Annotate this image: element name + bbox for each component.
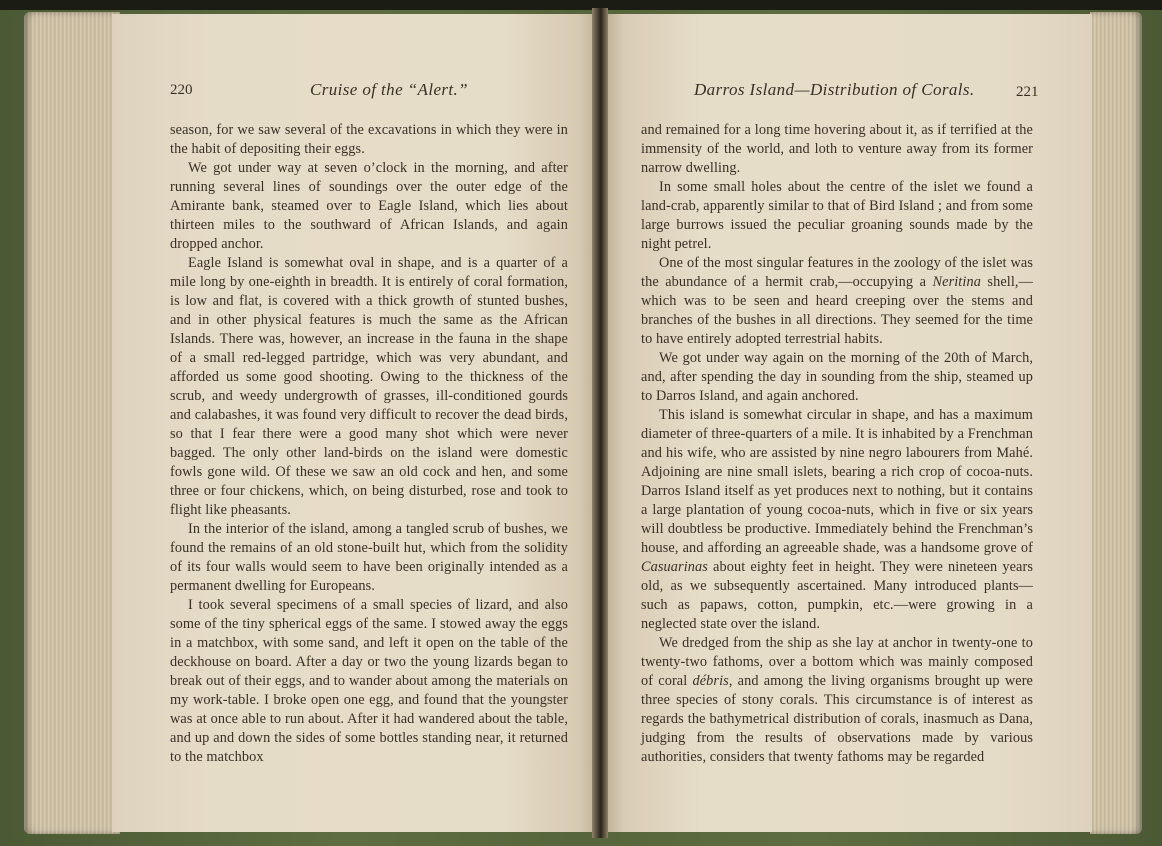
italic-term: débris — [692, 673, 729, 689]
left-page-number: 220 — [170, 82, 193, 98]
book-gutter — [592, 8, 608, 838]
text-run: This island is somewhat circular in shape, and has a maximum diameter of three-quarters of a mile. It is inhabited by a Frenchman and his wife, who are assisted by nine negro labourers from Mahé. Adjoining are nine small islets, bearing a rich crop of cocoa-nuts. Darros Island itself as yet produces next to nothing, but it contains a large plantation of young cocoa-nuts, which in five or six years will doubtless be productive. Immediately behind the Frenchman’s house, and affording an agreeable shade, was a handsome grove of — [641, 407, 1033, 556]
italic-term: Casuarinas — [641, 559, 708, 575]
page-edges-right — [1090, 12, 1142, 834]
paragraph: We got under way at seven o’clock in the morning, and after running several lines of soundings over the outer edge of the Amirante bank, steamed over to Eagle Island, which lies about thirteen miles to the southward of African Islands, and again dropped anchor. — [170, 160, 568, 252]
text-run: shell,—which was to be seen and heard creeping over the stems and branches of the bushes in all directions. They seemed for the time to have entirely adopted terrestrial habits. — [641, 274, 1033, 347]
text-run: , and among the living organisms brought up were three species of stony corals. This circumstance is of interest as regards the bathymetrical distribution of corals, inasmuch as Dana, judging from the results of observations made by various authorities, considers that twenty fathoms may be regarded — [641, 673, 1034, 765]
paragraph — [641, 254, 1033, 349]
left-page-body — [170, 121, 568, 767]
paragraph: We got under way again on the morning of the 20th of March, and, after spending the day in sounding from the ship, steamed up to Darros Island, and again anchored. — [641, 350, 1033, 404]
page-edges-left — [24, 12, 120, 834]
right-page-number: 221 — [1016, 84, 1039, 100]
text-run: One of the most singular features in the zoology of the islet was the abundance of a hermit crab,—occupying a — [641, 255, 1033, 290]
paragraph — [641, 634, 1033, 767]
paragraph: In some small holes about the centre of the islet we found a land-crab, apparently similar to that of Bird Island ; and from some large burrows issued the peculiar groaning sounds made by the night petrel. — [641, 179, 1033, 252]
right-running-head: Darros Island—Distribution of Corals. — [694, 80, 975, 99]
text-run: We dredged from the ship as she lay at anchor in twenty-one to twenty-two fathoms, over a bottom which was mainly composed of coral — [641, 635, 1033, 689]
paragraph: Eagle Island is somewhat oval in shape, and is a quarter of a mile long by one-eighth in breadth. It is entirely of coral formation, is low and flat, is covered with a thick growth of stunted bushes, and in other physical features is much the same as the African Islands. There was, however, an increase in the fauna in the shape of a small red-legged partridge, which was very abundant, and afforded us some good shooting. Owing to the thickness of the scrub, and weedy undergrowth of grasses, ill-conditioned gourds and calabashes, it was found very difficult to recover the dead birds, so that I fear there were a good many shot which were never bagged. The only other land-birds on the island were domestic fowls gone wild. Of these we saw an old cock and hen, and some three or four chickens, which, on being disturbed, rose and took to flight like pheasants. — [170, 255, 568, 518]
text-run: about eighty feet in height. They were nineteen years old, as we subsequently ascertained. Many introduced plants—such as papaws, cotton, pumpkin, etc.—were growing in a neglected state over the island. — [641, 559, 1033, 632]
left-running-head: Cruise of the “Alert.” — [310, 80, 469, 99]
paragraph: In the interior of the island, among a tangled scrub of bushes, we found the remains of an old stone-built hut, which from the solidity of its four walls would seem to have been originally intended as a permanent dwelling for Europeans. — [170, 521, 568, 594]
paragraph — [641, 406, 1033, 634]
background-edge — [0, 0, 1162, 10]
italic-term: Neritina — [932, 274, 981, 290]
paragraph: and remained for a long time hovering about it, as if terrified at the immensity of the world, and loth to venture away from its former narrow dwelling. — [641, 122, 1033, 176]
right-page-body — [641, 121, 1033, 767]
paragraph: season, for we saw several of the excavations in which they were in the habit of depositing their eggs. — [170, 122, 568, 157]
paragraph: I took several specimens of a small species of lizard, and also some of the tiny spherical eggs of the same. I stowed away the eggs in a matchbox, with some sand, and left it open on the table of the deckhouse on board. After a day or two the young lizards began to break out of their eggs, and to wander about among the materials on my work-table. I broke open one egg, and found that the youngster was at once able to run about. After it had wandered about the table, and up and down the sides of some bottles standing near, it returned to the matchbox — [170, 597, 568, 765]
